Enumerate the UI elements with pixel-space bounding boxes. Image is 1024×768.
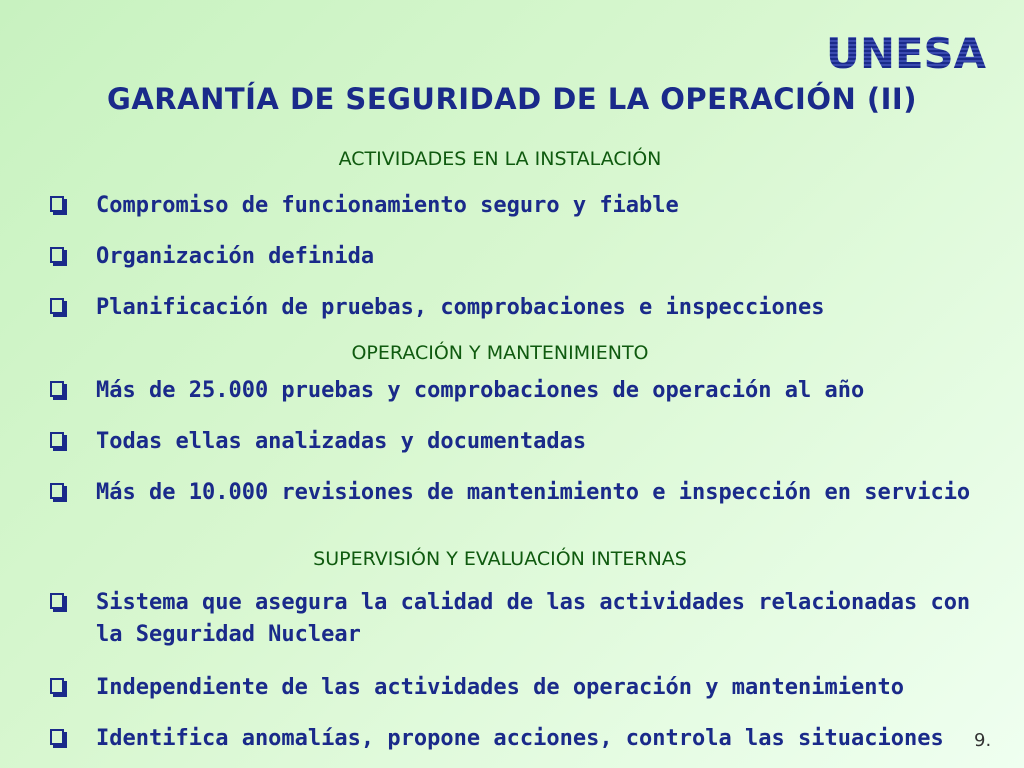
checkbox-square-icon xyxy=(50,729,64,745)
list-item-text: Independiente de las actividades de operación y mantenimiento xyxy=(96,675,904,700)
list-item xyxy=(50,190,980,222)
checkbox-square-icon xyxy=(50,381,64,397)
list-item xyxy=(50,672,980,704)
checkbox-square-icon xyxy=(50,196,64,212)
logo-text: UNESA xyxy=(826,30,987,74)
list-item xyxy=(50,587,980,651)
list-item xyxy=(50,426,980,458)
section-heading-actividades: ACTIVIDADES EN LA INSTALACIÓN xyxy=(338,148,662,170)
page-number: 9. xyxy=(974,730,992,751)
list-item-text: Identifica anomalías, propone acciones, controla las situaciones xyxy=(96,726,944,751)
checkbox-square-icon xyxy=(50,593,64,609)
list-item-text: Organización definida xyxy=(96,244,375,269)
section-heading-supervision: SUPERVISIÓN Y EVALUACIÓN INTERNAS xyxy=(313,548,687,570)
list-item xyxy=(50,723,980,755)
list-item xyxy=(50,375,980,407)
checkbox-square-icon xyxy=(50,298,64,314)
list-item-text: Todas ellas analizadas y documentadas xyxy=(96,429,587,454)
checkbox-square-icon xyxy=(50,483,64,499)
list-item-text: Más de 25.000 pruebas y comprobaciones de operación al año xyxy=(96,378,865,403)
checkbox-square-icon xyxy=(50,247,64,263)
list-item xyxy=(50,477,980,509)
list-item-text: Planificación de pruebas, comprobaciones e inspecciones xyxy=(96,295,825,320)
page-title: GARANTÍA DE SEGURIDAD DE LA OPERACIÓN (II) xyxy=(107,82,917,116)
checkbox-square-icon xyxy=(50,678,64,694)
list-item-text: Sistema que asegura la calidad de las actividades relacionadas con la Seguridad Nuclear xyxy=(96,590,971,647)
unesa-logo xyxy=(822,30,990,74)
section-heading-operacion: OPERACIÓN Y MANTENIMIENTO xyxy=(351,342,649,364)
checkbox-square-icon xyxy=(50,432,64,448)
list-item-text: Más de 10.000 revisiones de mantenimiento e inspección en servicio xyxy=(96,480,971,505)
list-item xyxy=(50,241,980,273)
list-item xyxy=(50,292,980,324)
list-item-text: Compromiso de funcionamiento seguro y fiable xyxy=(96,193,679,218)
